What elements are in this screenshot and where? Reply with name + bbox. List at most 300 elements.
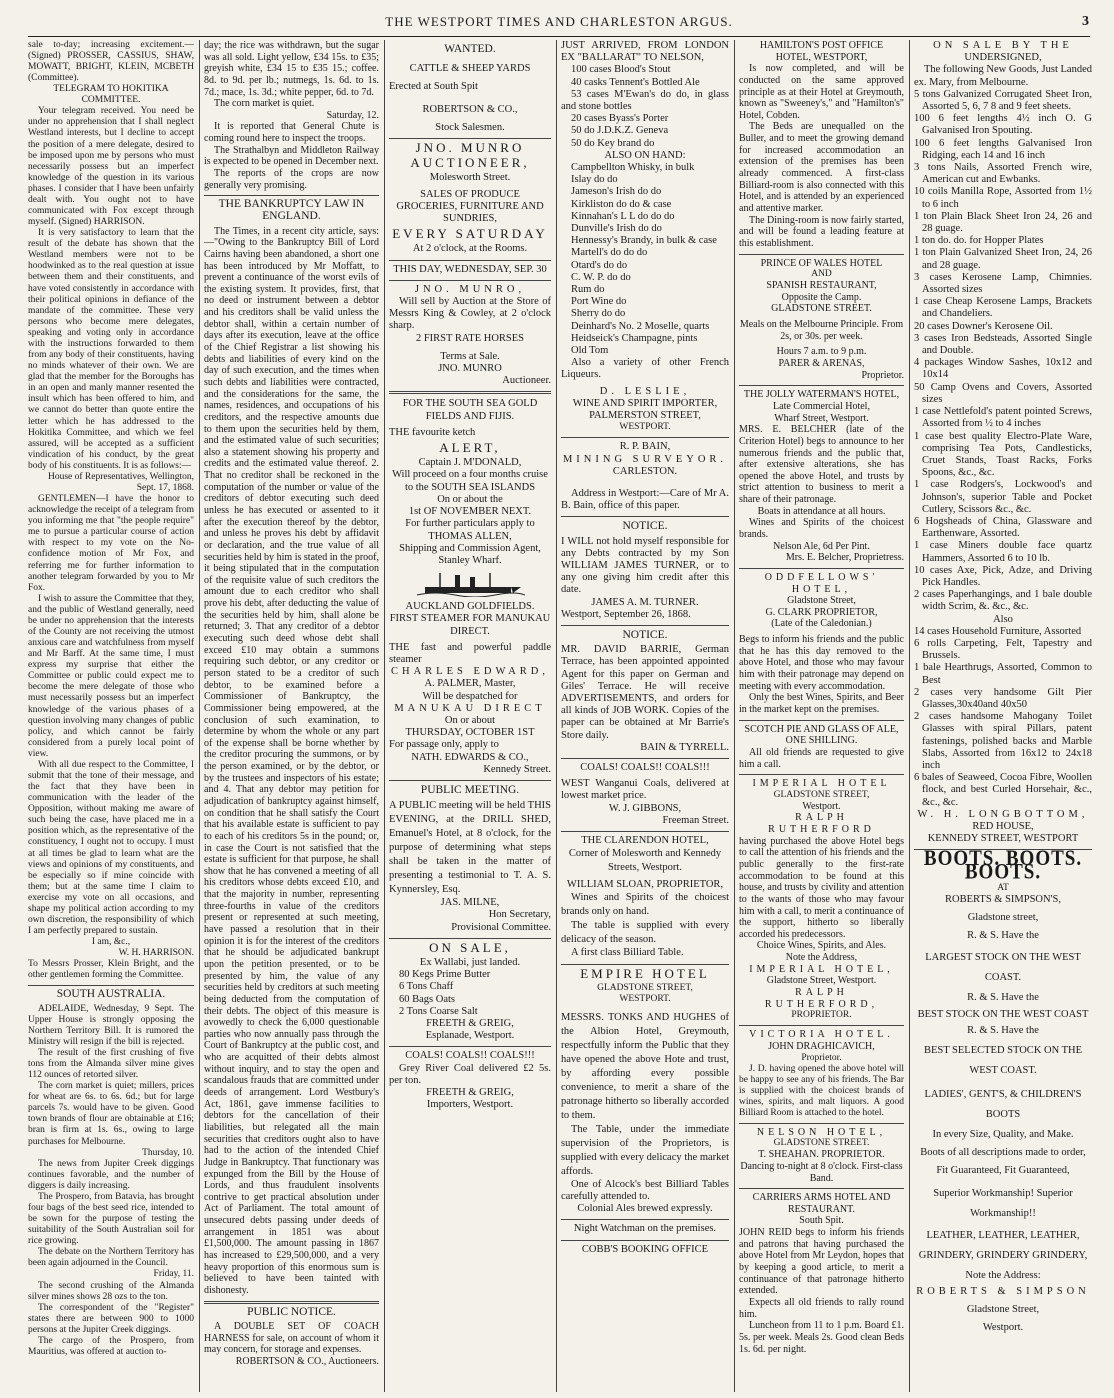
ad-text: The table is supplied with every delicacy of the season. — [561, 920, 729, 946]
masthead-title: THE WESTPORT TIMES AND CHARLESTON ARGUS. — [385, 14, 733, 29]
ad-title: ON SALE, — [429, 939, 511, 955]
list-item: Dunville's Irish do do — [571, 223, 662, 235]
ad-text: Boats in attendance at all hours. — [757, 505, 886, 517]
article-paragraph: day; the rice was withdrawn, but the sugar was all sold. Light yellow, £34 15s. to £35; greyish white, £34 15 to £35 15.; coffee. 8d. to 9d. per lb.; nutmegs, 1s. 6d. to 1s. 7d.; mace, 1s. 3d.; white pepper, 6d. to 7d. — [204, 40, 379, 98]
dateline: Friday, 11. — [153, 1269, 194, 1280]
list-item: 2 cases very handsome Gilt Pier Glasses,30x40and 40x50 — [914, 686, 1092, 710]
list-item: 3 cases Kerosene Lamp, Chimnies. Assorted sizes — [914, 271, 1092, 296]
ad-text: THURSDAY, OCTOBER 1ST — [405, 727, 535, 739]
goods-list — [914, 89, 1092, 614]
ad-text: Freeman Street. — [662, 814, 729, 826]
ad-title: THIS DAY, WEDNESDAY, SEP. 30 — [393, 263, 547, 275]
list-item: 1 ton Plain Galvanized Sheet Iron, 24, 26 and 28 guage. — [914, 247, 1092, 271]
ad-text: Fit Guaranteed, Fit Guaranteed, — [936, 1165, 1070, 1177]
ad-text: Kennedy Street. — [483, 763, 551, 775]
ad-name: W. J. GIBBONS, — [608, 802, 682, 814]
dateline: Thursday, 10. — [142, 1147, 194, 1158]
column-ads-4 — [914, 40, 1092, 1392]
letter-addressee: To Messrs Prosser, Klein Bright, and the other gentlemen forming the Committee. — [28, 959, 194, 981]
list-item: Islay do do — [571, 174, 618, 186]
ad-text: Wines and Spirits of the choicest brands only on hand. — [561, 892, 729, 918]
list-item: 1 ton Plain Black Sheet Iron 24, 26 and 28 guage. — [914, 210, 1092, 235]
notice-heading: NOTICE. — [622, 520, 668, 533]
divider — [739, 568, 904, 569]
ad-text: Ex Wallabi, just landed. — [419, 956, 521, 968]
ad-text: PROPRIETOR. — [791, 1010, 852, 1021]
article-paragraph: I wish to assure the Committee that they, and the public of Westland generally, need be under no apprehension that the interests of the County are not receiving the utmost anxious care and watchfulness from myself and Mr Barff. At the same time, I must express my surprise that either the Committee or public could expect me to become the mere delegate of those who must necessarily possess but an imperfect knowledge of the various phases of a question involving many changes of public policy, and which cannot be fairly considered from a purely local point of view. — [28, 593, 194, 759]
ad-title: HAMILTON'S POST OFFICE — [759, 40, 884, 51]
ad-text: PALMERSTON STREET, — [589, 410, 701, 422]
ad-text: GRINDERY, GRINDERY GRINDERY, — [918, 1249, 1088, 1261]
ad-title: BOOTS. BOOTS. BOOTS. — [923, 846, 1083, 886]
ad-name: ROBERTS & SIMPSON — [916, 1286, 1090, 1298]
ad-title: CATTLE & SHEEP YARDS — [409, 63, 531, 75]
ad-text: On or about the — [437, 493, 503, 505]
ad-text: WESTPORT. — [619, 422, 671, 433]
ad-text: BEST STOCK ON THE WEST COAST — [917, 1008, 1089, 1020]
ad-text: Opposite the Camp. — [781, 291, 862, 303]
notice-signature: BAIN & TYRRELL. — [640, 741, 729, 753]
column-rule — [556, 40, 557, 1392]
ad-text: Begs to inform his friends and the public that he has this day removed to the above Hotel, and those who may favour him with their patronage may depend on meeting with every accommodation. — [739, 634, 904, 692]
ad-text: JOHN REID begs to inform his friends and patrons that having purchased the above Hotel from Mr Leydon, hopes that by keeping a good article, to merit a continuance of that patronage hitherto extended. — [739, 1227, 904, 1297]
article-paragraph: The cargo of the Prospero, from Mauritius, was offered at auction to- — [28, 1335, 194, 1357]
list-item: 4 packages Window Sashes, 10x12 and 10x14 — [914, 357, 1092, 381]
ad-text: Choice Wines, Spirits, and Ales. — [756, 940, 887, 952]
ad-text: KENNEDY STREET, WESTPORT — [927, 833, 1079, 845]
ad-text: Note the Address: — [965, 1269, 1041, 1281]
ad-text: Importers, Westport. — [426, 1099, 514, 1111]
ad-title: AUCKLAND GOLDFIELDS. — [405, 601, 535, 613]
ad-text: Also a variety of other French Liqueurs. — [561, 357, 729, 381]
ad-text: Luncheon from 11 to 1 p.m. Board £1. 5s. per week. Meals 2s. Good clean Beds 1s. 6d. per night. — [739, 1320, 904, 1355]
ad-name: G. CLARK PROPRIETOR, — [765, 606, 878, 618]
ad-title: MINING SURVEYOR. — [562, 453, 728, 465]
ad-heading: WANTED. — [444, 43, 496, 55]
ad-name: JNO. MUNRO — [438, 363, 502, 375]
list-item: 1 bale Hearthrugs, Assorted, Common to Best — [914, 662, 1092, 686]
ad-text: Terms at Sale. — [440, 350, 500, 362]
list-item: 1 case Cheap Kerosene Lamps, Brackets and Chandeliers. — [914, 296, 1092, 320]
column-ads-2 — [561, 40, 729, 1392]
ad-text: Colonial Ales brewed expressly. — [577, 1203, 713, 1215]
ad-text: LARGEST STOCK ON THE WEST COAST. — [925, 952, 1081, 984]
divider — [389, 780, 551, 781]
list-item: C. W. P. do do — [571, 271, 631, 283]
ad-name: R. P. BAIN, — [619, 441, 671, 453]
article-paragraph: The debate on the Northern Territory has been again adjourned in the Council. — [28, 1247, 194, 1269]
list-item: 50 do Key brand do — [571, 137, 655, 149]
list-item: Jameson's Irish do do — [571, 186, 662, 198]
ad-title: HOTEL, WESTPORT, — [775, 51, 868, 63]
column-news-2 — [204, 40, 379, 1392]
divider — [389, 260, 551, 261]
ad-text: GLADSTONE STREET. — [771, 303, 872, 315]
ad-title: SPANISH RESTAURANT, — [766, 280, 877, 292]
divider — [561, 1219, 729, 1220]
ad-text: WESTPORT. — [619, 993, 671, 1004]
ad-name: FREETH & GREIG, — [426, 1017, 514, 1029]
ad-text: Hon Secretary, — [488, 909, 551, 921]
letter-dateline: House of Representatives, Wellington, Sept. 17, 1868. — [47, 471, 194, 493]
column-rule — [734, 40, 735, 1392]
section-heading: SOUTH AUSTRALIA. — [56, 988, 166, 1001]
ad-text: Will be despatched for — [422, 690, 518, 702]
ad-text: Wines and Spirits of the choicest brands. — [739, 517, 904, 540]
ad-text: Molesworth Street. — [429, 172, 511, 184]
list-item: 2 Tons Coarse Salt — [399, 1005, 478, 1017]
notice-signature: ROBERTSON & CO., Auctioneers. — [235, 1356, 379, 1368]
ad-title: IMPERIAL HOTEL, — [749, 963, 894, 975]
ad-text: Proprietor. — [861, 369, 904, 381]
ad-text: GLADSTONE STREET, — [597, 982, 693, 993]
divider — [561, 964, 729, 965]
column-rule — [909, 40, 910, 1392]
divider — [739, 720, 904, 721]
masthead — [28, 14, 1090, 37]
column-rule — [199, 40, 200, 1392]
list-item: 20 cases Byass's Porter — [571, 113, 669, 125]
divider — [204, 1301, 379, 1304]
ad-text: For passage only, apply to — [389, 739, 499, 751]
ad-text: Is now completed, and will be conducted on the same approved principle as at their Hotel at Greymouth, known as "Sweeney's," and "Hamilton's" Hotel, Cobden. — [739, 63, 904, 121]
notice-text: I WILL not hold myself responsible for any Debts contracted by my Son WILLIAM JAMES TURNER, or to any one giving him credit after this date. — [561, 535, 729, 596]
list-item: 1 ton do. do. for Hopper Plates — [914, 235, 1044, 247]
ad-text: Boots of all descriptions made to order, — [920, 1147, 1086, 1159]
ad-text: J. D. having opened the above hotel will be happy to see any of his friends. The Bar is supplied with the choicest brands of wines, spirits, and malt liquors. A good Billiard Room is attached to the hotel. — [739, 1063, 904, 1118]
ad-text: Grey River Coal delivered £2 5s. per ton. — [389, 1062, 551, 1086]
divider — [561, 758, 729, 759]
ad-text: For further particulars apply to — [405, 518, 535, 530]
column-news-1 — [28, 40, 194, 1392]
ad-title: FIRST STEAMER FOR MANUKAU DIRECT. — [389, 613, 551, 637]
ad-title: IMPERIAL HOTEL — [752, 778, 891, 790]
ad-title: CHARLES EDWARD, — [390, 666, 549, 678]
notice-text: MR. DAVID BARRIE, German Terrace, has been appointed appointed Agent for this paper on German and Giles' Terrace. He will receive ADVERTISEMENTS, and orders for all kinds of JOB WORK. Copies of the paper can be obtained at Mr Barrie's Store daily. — [561, 644, 729, 741]
divider — [28, 985, 194, 986]
ad-text: THE fast and powerful paddle steamer — [389, 641, 551, 665]
section-heading: THE BANKRUPTCY LAW IN ENGLAND. — [218, 198, 365, 222]
ad-text: Late Commercial Hotel, — [773, 400, 870, 412]
ad-text: Meals on the Melbourne Principle. From 2s, or 30s. per week. — [739, 319, 904, 342]
list-item: Rum do — [571, 284, 605, 296]
article-paragraph: The news from Jupiter Creek diggings continues favorable, and the number of diggers is daily increasing. — [28, 1158, 194, 1191]
divider — [204, 195, 379, 196]
ad-name: ROBERTS & SIMPSON'S, — [945, 893, 1061, 905]
divider — [561, 625, 729, 626]
ad-title: SCOTCH PIE AND GLASS OF ALE, ONE SHILLING. — [744, 723, 899, 747]
ad-text: GLADSTONE STREET, — [773, 789, 870, 800]
ad-heading: PUBLIC MEETING. — [420, 783, 520, 796]
ad-text: Will proceed on a four months cruise to the SOUTH SEA ISLANDS — [392, 469, 548, 493]
divider — [561, 1240, 729, 1241]
divider — [739, 254, 904, 255]
ad-text: The Beds are unequalled on the Buller, and to meet the growing demand for increased accommodation an extension of the premises has been already commenced. A first-class Billiard-room is also connected with this Hotel, and is attended by an experienced and attentive marker. — [739, 121, 904, 214]
article-paragraph: ADELAIDE, Wednesday, 9 Sept. The Upper House is strongly opposing the Northern Territory Bill. It is rumored the Ministry will resign if the bill is rejected. — [28, 1003, 194, 1047]
ad-text: Esplanade, Westport. — [425, 1030, 515, 1042]
ad-text: MRS. E. BELCHER (late of the Criterion Hotel) begs to announce to her numerous friends and the public that, after extensive alterations, she has opened the above Hotel, and trusts by strict attention to business to merit a share of their patronage. — [739, 424, 904, 506]
article-paragraph: GENTLEMEN—I have the honor to acknowledge the receipt of a telegram from you informing me that "the people require" me to pursue a particular course of action with respect to my vote on the No-confidence motion of Mr Fox, and referring me for further information to another telegram forwarded by you to Mr Fox. — [28, 494, 194, 593]
ad-text: CARLESTON. — [612, 465, 678, 477]
notice-text: A DOUBLE SET OF COACH HARNESS for sale, on account of whom it may concern, for storage and expenses. — [204, 1321, 379, 1356]
ad-text: AT — [997, 882, 1009, 893]
ad-title: ON SALE BY THE — [933, 40, 1073, 51]
ad-text: The Table, under the immediate supervision of the Proprietors, is supplied with every delicacy the market affords. — [561, 1123, 729, 1177]
ad-subheading: ALSO ON HAND: — [604, 149, 686, 161]
ad-text: BEST SELECTED STOCK ON THE WEST COAST. — [923, 1045, 1083, 1077]
ad-name: NATH. EDWARDS & CO., — [411, 751, 529, 763]
column-ads-3 — [739, 40, 904, 1392]
list-item: Sherry do do — [571, 308, 626, 320]
list-item: 6 bales of Seaweed, Cocoa Fibre, Woollen flock, and best Curled Horsehair, &c., &c., &c. — [914, 772, 1092, 808]
dateline: Saturday, 12. — [326, 109, 379, 121]
article-paragraph: It is very satisfactory to learn that the result of the debate has shown that the Westland members were not to be hoodwinked as to the real question at issue between them and their constituents, and have voted consistently in accordance with their political opinions in defiance of the mandate of the committee. These very persons who become mere delegates, speaking and voting only in accordance with the instructions forwarded to them from any body of their constituents, having no minds whatever of their own. We are glad that the member for the Boroughs has in an open and manly manner resented the insult which has been offered to him, and we cannot do better than quote entire the letter which he has addressed to the Hokitika Committee, and which we feel assured, will be accepted as a sufficient vindication of his conduct, by the great body of his constituents. It is as follows:— — [28, 228, 194, 471]
ad-text: WEST Wanganui Coals, delivered at lowest market price. — [561, 778, 729, 802]
ad-name: JOHN DRAGHICAVICH, — [768, 1040, 875, 1052]
ad-title: FOR THE SOUTH SEA GOLD FIELDS AND FIJIS. — [402, 398, 538, 422]
ad-title: ODDFELLOWS' HOTEL, — [764, 571, 879, 595]
ad-text: GLADSTONE STREET. — [773, 1138, 870, 1149]
list-item: 3 tons Nails, Assorted French wire, American cut and Ewbanks. — [914, 162, 1092, 186]
ad-name: D. LESLIE, — [599, 385, 691, 397]
article-paragraph: It is reported that General Chute is coming round here to inspect the troops. — [204, 121, 379, 145]
list-item: 14 cases Household Furniture, Assorted — [914, 625, 1082, 637]
ad-text: (Late of the Caledonian.) — [771, 618, 872, 630]
ad-text: Westport. — [802, 800, 841, 812]
list-item: 50 Camp Ovens and Covers, Assorted sizes — [914, 381, 1092, 405]
ad-text: Auctioneer. — [502, 375, 551, 387]
ad-text: having purchased the above Hotel begs to call the attention of his friends and the public generally to the first-rate accommodation to be found at this house, and trusts by civility and attention to the wants of those who may favour him with a call, to merit a continuance of the support, hitherto so liberally accorded his predecessors. — [739, 835, 904, 940]
ad-text: Westport. — [982, 1322, 1024, 1334]
ad-text: South Spit. — [799, 1215, 844, 1227]
divider — [389, 1046, 551, 1047]
ad-title: JUST ARRIVED, FROM LONDON EX "BALLARAT" TO NELSON, — [561, 40, 729, 64]
list-item: 3 cases Iron Bedsteads, Assorted Single and Double. — [914, 332, 1092, 357]
ad-text: Hours 7 a.m. to 9 p.m. — [776, 346, 867, 358]
letter-signature: W. H. HARRISON. — [118, 948, 194, 959]
ad-text: Note the Address, — [785, 952, 858, 964]
list-item: Old Tom — [571, 345, 609, 357]
divider — [389, 280, 551, 281]
list-item: Kinnahan's L L do do do — [571, 210, 675, 222]
divider — [739, 1188, 904, 1189]
ad-text: RED HOUSE, — [972, 821, 1034, 832]
list-item: 100 6 feet lengths Galvanised Iron Ridging, each 14 and 16 inch — [914, 137, 1092, 161]
ad-text: Gladstone Street, — [787, 595, 856, 607]
ad-name: W. H. LONGBOTTOM, — [917, 808, 1089, 820]
list-item: Hennessy's Brandy, in bulk & case — [571, 235, 717, 247]
ad-text: A first class Billiard Table. — [571, 947, 684, 959]
ad-text: Nelson Ale, 6d Per Pint. — [773, 540, 870, 552]
ad-title: AUCTIONEER, — [410, 155, 530, 171]
ad-title: PRINCE OF WALES HOTEL — [760, 257, 883, 269]
steamship-icon — [415, 571, 525, 597]
article-paragraph: Your telegram received. You need be under no apprehension that I shall neglect Westland interests, but I decline to accept the position of a mere delegate, desired to be imposed upon me by persons who must necessarily possess but an imperfect knowledge of the question in its various phases. I consider that I have been unfairly dealt with. You ought not to have communicated with Fox except through myself. (Signed) HARRISON. — [28, 106, 194, 228]
list-item: 6 Tons Chaff — [399, 981, 454, 993]
article-paragraph: The Times, in a recent city article, says:—"Owing to the Bankruptcy Bill of Lord Cairns having been abandoned, a short one has been introduced by Mr Moffatt, to prevent a continuance of the worst evils of the existing system. It provides, first, that no deed or instrument between a debtor and his creditors shall be valid unless the debtor shall, within a certain number of days after its execution, leave at the office of the Chief Registrar a list showing his debts and liabilities of every kind on the day of such execution, and the times when such debts and liabilities were contracted, and the considerations for the same, the names, residences, and occupations of his creditors, and the respective amounts due to them upon the securities held by them, and the estimated value of such securities; also a statement showing his property and credits and the estimated value thereof. 2. That no creditor shall be reckoned in the computation of the number or value of the creditors of debtor executing such deed unless he has executed or assented to it after the execution thereof by the debtor, and unless he proves his debt by affidavit or declaration, and the true value of all securities held by him is stated in the proof, it being stipulated that in the computation of the requisite value of such creditors the amount due to each creditor who shall prove his debt, after deducting the value of the securities held by him, shall alone be returned; 3. That any creditor of a debtor executing such deed whose debt shall exceed £10 may obtain a summons requiring such debtor, or any creditor or person stated to be a creditor of such debtor, to be examined before a Commissioner of Bankruptcy, the Commissioner being empowered, at the conclusion of such examination, to determine by whom the whole or any part of the expense shall be borne whether by the creditor procuring the summons, or by the person examined, or by the debtor, or by the trustees and inspectors of his estate; and 4. That any debtor may petition for adjudication of bankruptcy against himself, on condition that he shall satisfy the Court that his available estate is sufficient to pay to each of his creditors 5s in the pound; or, in case the Court is not satisfied that the estate is sufficient for that purpose, he shall show that he has convened a meeting of all his creditors whose debts exceed £10, and that the majority in number, representing three-fourths in value of the creditors present or represented at such meeting, have passed a resolution that in their opinion it is for the interest of the creditors that he should be adjudicated bankrupt upon the petition presented, or to be presented by him, the value of any securities held by creditors at such meeting being deducted from the computation of their debts. The object of this measure is avowedly to check the 6,000 questionable parties who now annually pass through the Court of Bankruptcy at the public cost, and who are acquitted of their debts almost without inquiry, and to stay the open and scandalous frauds that are committed under deeds of arrangement. Lord Westbury's Act, 1861, gave immense facilities to debtors for the cancellation of their liabilities, but relegated all the main securities that creditors ought also to have had to the action of the intended Chief Judge in Bankruptcy. That functionary was expunged from the Bill by the House of Lords, and thus fraudulent insolvents contrive to get practical absolution under Act of Parliament. The total amount of unsecured debts passing under deeds of arrangement in 1851 was about £1,500,000. The amount passing in 1867 has increased to £29,500,000, and a very heavy proportion of this enormous sum is believed to have been tainted with dishonesty. — [204, 225, 379, 1296]
divider — [389, 391, 551, 394]
ad-title: UNDERSIGNED, — [964, 52, 1042, 64]
ad-text: Shipping and Commission Agent, Stanley Wharf. — [399, 542, 541, 566]
ad-name: T. SHEAHAN. PROPRIETOR. — [758, 1149, 885, 1161]
ad-title: EVERY SATURDAY — [392, 226, 548, 242]
ad-name: JAS. MILNE, — [440, 897, 500, 909]
ad-name: Mrs. E. Belcher, Proprietress. — [785, 552, 904, 564]
list-item: Campbellton Whisky, in bulk — [571, 162, 695, 174]
list-item: Otard's do do — [571, 259, 628, 271]
list-item: Port Wine do — [571, 296, 627, 308]
list-item: 40 casks Tennent's Bottled Ale — [571, 76, 700, 88]
ad-text: Address in Westport:—Care of Mr A. B. Bain, office of this paper. — [561, 487, 729, 512]
article-paragraph: The corn market is quiet; millers, prices for wheat are 6s. to 6s. 6d.; but for large parcels 7s. would have to be given. Good town brands of flour are obtainable at £16; bran is firm at 1s. 6s., owing to large purchases for Melbourne. — [28, 1081, 194, 1147]
ad-name: WILLIAM SLOAN, PROPRIETOR, — [566, 879, 724, 891]
list-item: 50 do J.D.K.Z. Geneva — [571, 125, 669, 137]
ad-text: In every Size, Quality, and Make. — [932, 1129, 1074, 1141]
ad-title: COALS! COALS!! COALS!!! — [405, 1050, 535, 1062]
ad-title: EMPIRE HOTEL — [580, 965, 710, 981]
article-paragraph: With all due respect to the Committee, I submit that the tone of their message, and the fact that they have been in communication with the leader of the Opposition, without making me aware of such being the case, have placed me in a position which, as the representative of the constituency, I ought not to occupy. I must at all times be glad to learn what are the views and opinions of my constituents, and be especially so if mine coincide with them; but at the same time I claim to exercise my vote on all occasions, and shape my political action according to my own discretion, the responsibility of which I am perfectly prepared to sustain. — [28, 759, 194, 937]
article-paragraph: The correspondent of the "Register" states there are between 900 to 1000 persons at the Jupiter Creek diggings. — [28, 1302, 194, 1335]
ad-text: Stock Salesmen. — [435, 121, 505, 133]
list-item: 1 case Rodgers's, Lockwood's and Johnson's, superior Table and Pocket Cutlery, Scissors &c., &c. — [914, 479, 1092, 515]
list-item: 53 cases M'Ewan's do do, in glass and stone bottles — [561, 88, 729, 113]
divider — [739, 385, 904, 386]
ad-title: THE JOLLY WATERMAN'S HOTEL, — [743, 389, 900, 401]
list-item: 2 cases Paperhangings, and 1 bale double width Scrim, &. &c., &c. — [914, 589, 1092, 613]
ad-text: On or about — [444, 714, 496, 726]
ad-title: JNO. MUNRO — [415, 140, 525, 156]
ad-title: COBB'S BOOKING OFFICE — [581, 1243, 709, 1255]
list-item: 10 coils Manilla Rope, Assorted from 1½ to 6 inch — [914, 186, 1092, 210]
ad-text: At 2 o'clock, at the Rooms. — [412, 243, 528, 255]
list-item: 20 cases Downer's Kerosene Oil. — [914, 320, 1053, 332]
ad-text: Night Watchman on the premises. — [573, 1223, 717, 1235]
list-item: Deinhard's No. 2 Moselle, quarts — [571, 320, 710, 332]
ad-title: MANUKAU DIRECT — [394, 702, 546, 714]
ad-text: LADIES', GENT'S, & CHILDREN'S BOOTS — [924, 1089, 1082, 1121]
ad-text: A. PALMER, Master, — [424, 678, 516, 690]
notice-heading: PUBLIC NOTICE. — [247, 1305, 336, 1318]
list-item: 6 rolls Carpeting, Felt, Tapestry and Brussels. — [914, 637, 1092, 662]
ad-text: R. & S. Have the — [967, 1024, 1039, 1036]
page-number: 3 — [1082, 14, 1090, 29]
ad-text: 1st OF NOVEMBER NEXT. — [408, 506, 532, 518]
divider — [561, 516, 729, 517]
ad-text: Wharf Street, Westport. — [774, 412, 869, 424]
divider — [389, 938, 551, 939]
ad-text: SALES OF PRODUCE GROCERIES, FURNITURE AND SUNDRIES, — [396, 188, 544, 225]
ad-text: One of Alcock's best Billiard Tables carefully attended to. — [561, 1178, 729, 1202]
ad-text: Will sell by Auction at the Store of Messrs King & Cowley, at 2 o'clock sharp. — [389, 296, 551, 332]
ad-text: The following New Goods, Just Landed ex. Mary, from Melbourne. — [914, 64, 1092, 88]
article-paragraph: The second crushing of the Almanda silver mines shows 28 ozs to the ton. — [28, 1280, 194, 1302]
ad-text: 2 FIRST RATE HORSES — [415, 332, 525, 344]
ad-text: All old friends are requested to give him a call. — [739, 746, 904, 770]
ad-text: Erected at South Spit — [389, 81, 478, 93]
ad-name: PARER & ARENAS, — [778, 358, 865, 370]
divider — [389, 138, 551, 139]
ad-text: A PUBLIC meeting will be held THIS EVENING, at the DRILL SHED, Emanuel's Hotel, at 8 o'clock, for the purpose of determining what steps shall be taken in the matter of presenting a testimonial to T. A. S. Kynnersley, Esq. — [389, 800, 551, 896]
list-item: 1 case Nettlefold's patent pointed Screws, Assorted from ½ to 4 inches — [914, 406, 1092, 430]
list-item: 80 Kegs Prime Butter — [399, 969, 491, 981]
ad-text: THE favourite ketch — [389, 426, 476, 438]
section-subheading: TELEGRAM TO HOKITIKA COMMITTEE. — [53, 84, 169, 106]
divider — [561, 437, 729, 438]
ad-text: R. & S. Have the — [967, 992, 1039, 1004]
ad-name: ROBERTSON & CO., — [422, 103, 518, 115]
list-item: Martell's do do do — [571, 247, 648, 259]
list-item: 100 cases Blood's Stout — [571, 64, 671, 76]
letter-closing: I am, &c., — [91, 937, 131, 948]
ad-text: Expects all old friends to rally round him. — [739, 1296, 904, 1320]
ad-title: ALERT, — [439, 440, 501, 456]
list-item: 5 tons Galvanized Corrugated Sheet Iron, Assorted 5, 6, 7 8 and 9 feet sheets. — [914, 88, 1092, 113]
ad-title: WINE AND SPIRIT IMPORTER, — [572, 397, 718, 409]
ad-text: MESSRS. TONKS AND HUGHES of the Albion Hotel, Greymouth, respectfully inform the Public that they have opened the above Hote and trust, by affording every possible convenience, to merit a share of the patronage hitherto so liberally accorded to them. — [561, 1011, 729, 1121]
ad-title: RALPH RUTHERFORD — [768, 812, 875, 836]
ad-title: THE CLARENDON HOTEL, — [581, 834, 709, 846]
ad-name: THOMAS ALLEN, — [428, 530, 512, 542]
list-item: 6 Hogsheads of China, Glassware and Earthenware, Assorted. — [914, 515, 1092, 540]
goods-list — [914, 626, 1092, 809]
ad-text: Superior Workmanship! Superior Workmanship!! — [933, 1187, 1073, 1219]
article-paragraph: sale to-day; increasing excitement.—(Signed) PROSSER, CASSIUS, SHAW, MOWATT, BRIGHT, KLEIN, MCBETH (Committee). — [28, 40, 194, 84]
ad-text: LEATHER, LEATHER, LEATHER, — [926, 1229, 1080, 1241]
ad-text: Gladstone Street, — [966, 1304, 1040, 1316]
divider — [739, 1123, 904, 1124]
ad-name: FREETH & GREIG, — [426, 1087, 514, 1098]
ad-text: AND — [811, 269, 832, 280]
list-item: Kirkliston do do & case — [571, 198, 672, 210]
list-item: 1 case best quality Electro-Plate Ware, comprising Tea Pots, Candlesticks, Cruet Stands, Toast Racks, Forks Spoons, &c., &c. — [914, 430, 1092, 479]
ad-text: Gladstone street, — [967, 912, 1039, 924]
ad-subheading: Also — [993, 613, 1013, 625]
ad-title: RALPH RUTHERFORD, — [764, 987, 879, 1010]
list-item: 10 cases Axe, Pick, Adze, and Driving Pick Handles. — [914, 564, 1092, 588]
ad-title: COALS! COALS!! COALS!!! — [580, 761, 710, 773]
divider — [739, 1025, 904, 1026]
ad-text: Gladstone Street, Westport. — [766, 975, 877, 987]
divider — [739, 774, 904, 775]
ad-text: Corner of Molesworth and Kennedy Streets, Westport. — [568, 848, 722, 874]
ad-title: CARRIERS ARMS HOTEL AND RESTAURANT. — [752, 1192, 891, 1215]
list-item: 2 cases handsome Mahogany Toilet Glasses with spiral Pillars, patent fastenings, polished backs and Marble Slabs, Assorted from 16x12 to 24x18 inch — [914, 711, 1092, 771]
article-paragraph: The result of the first crushing of five tons from the Almanda silver mine gives 112 ounces of retorted silver. — [28, 1047, 194, 1081]
notice-signature: JAMES A. M. TURNER. — [591, 596, 699, 608]
list-item: 1 case Miners double face quartz Hammers, Assorted 6 to 10 lb. — [914, 540, 1092, 564]
list-item: Heidseick's Champagne, pints — [571, 332, 698, 344]
ad-title: NELSON HOTEL, — [756, 1126, 887, 1138]
ad-text: Proprietor. — [801, 1052, 842, 1063]
article-paragraph: The Prospero, from Batavia, has brought four bags of the best seed rice, intended to be sown for the purpose of testing the suitability of the South Australian soil for rice growing. — [28, 1191, 194, 1247]
notice-date: Westport, September 26, 1868. — [561, 608, 691, 620]
ad-text: The Dining-room is now fairly started, and will be found a leading feature at this establishment. — [739, 214, 904, 249]
column-rule — [384, 40, 385, 1392]
notice-heading: NOTICE. — [622, 628, 668, 641]
list-item: 60 Bags Oats — [399, 993, 455, 1005]
ad-text: Captain J. M'DONALD, — [418, 457, 522, 469]
divider — [561, 831, 729, 832]
article-paragraph: The corn market is quiet. — [214, 98, 315, 110]
article-paragraph: The reports of the crops are now generally very promising. — [204, 168, 379, 191]
ad-title: VICTORIA HOTEL. — [749, 1029, 894, 1041]
ad-text: Only the best Wines, Spirits, and Beer in the market kept on the premises. — [739, 692, 904, 715]
list-item: 100 6 feet lengths 4½ inch O. G Galvanised Iron Spouting. — [914, 113, 1092, 137]
ad-text: Provisional Committee. — [451, 921, 551, 933]
article-paragraph: The Strathalbyn and Middleton Railway is expected to be opened in December next. — [204, 144, 379, 168]
column-ads-1 — [389, 40, 551, 1392]
ad-text: Dancing to-night at 8 o'clock. First-class Band. — [740, 1160, 903, 1184]
